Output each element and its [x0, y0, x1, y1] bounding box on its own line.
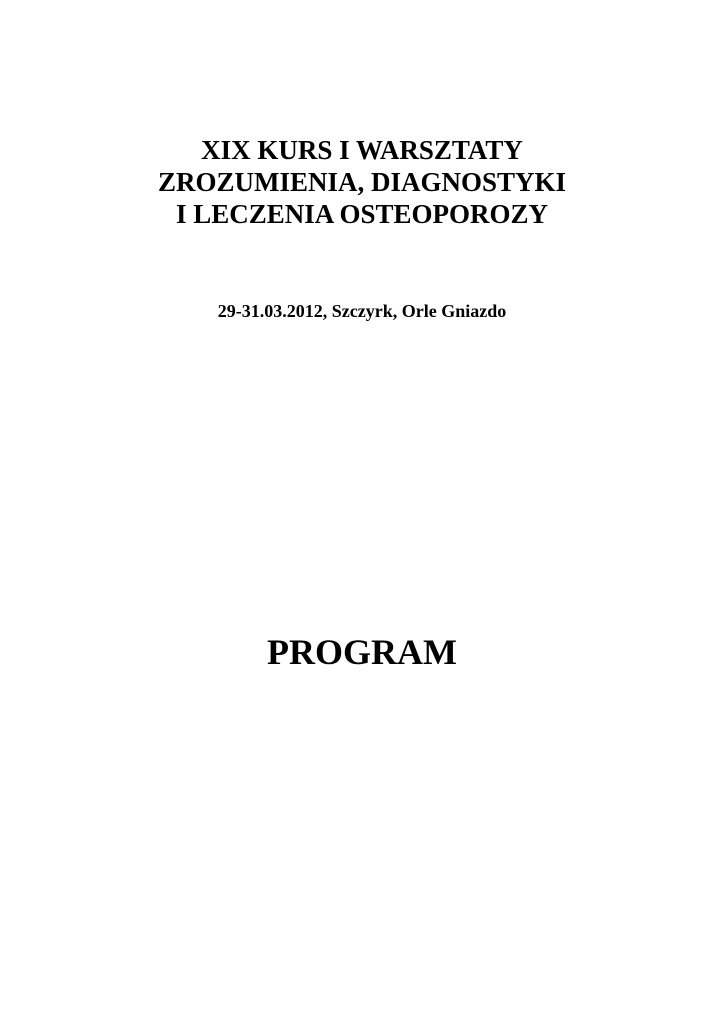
course-title-line-3: I LECZENIA OSTEOPOROZY [175, 199, 549, 229]
course-title [0, 134, 724, 230]
program-heading: PROGRAM [267, 632, 457, 672]
date-location: 29-31.03.2012, Szczyrk, Orle Gniazdo [217, 301, 507, 321]
course-title-line-1: XIX KURS I WARSZTATY [201, 135, 523, 165]
course-title-line-2: ZROZUMIENIA, DIAGNOSTYKI [157, 167, 567, 197]
